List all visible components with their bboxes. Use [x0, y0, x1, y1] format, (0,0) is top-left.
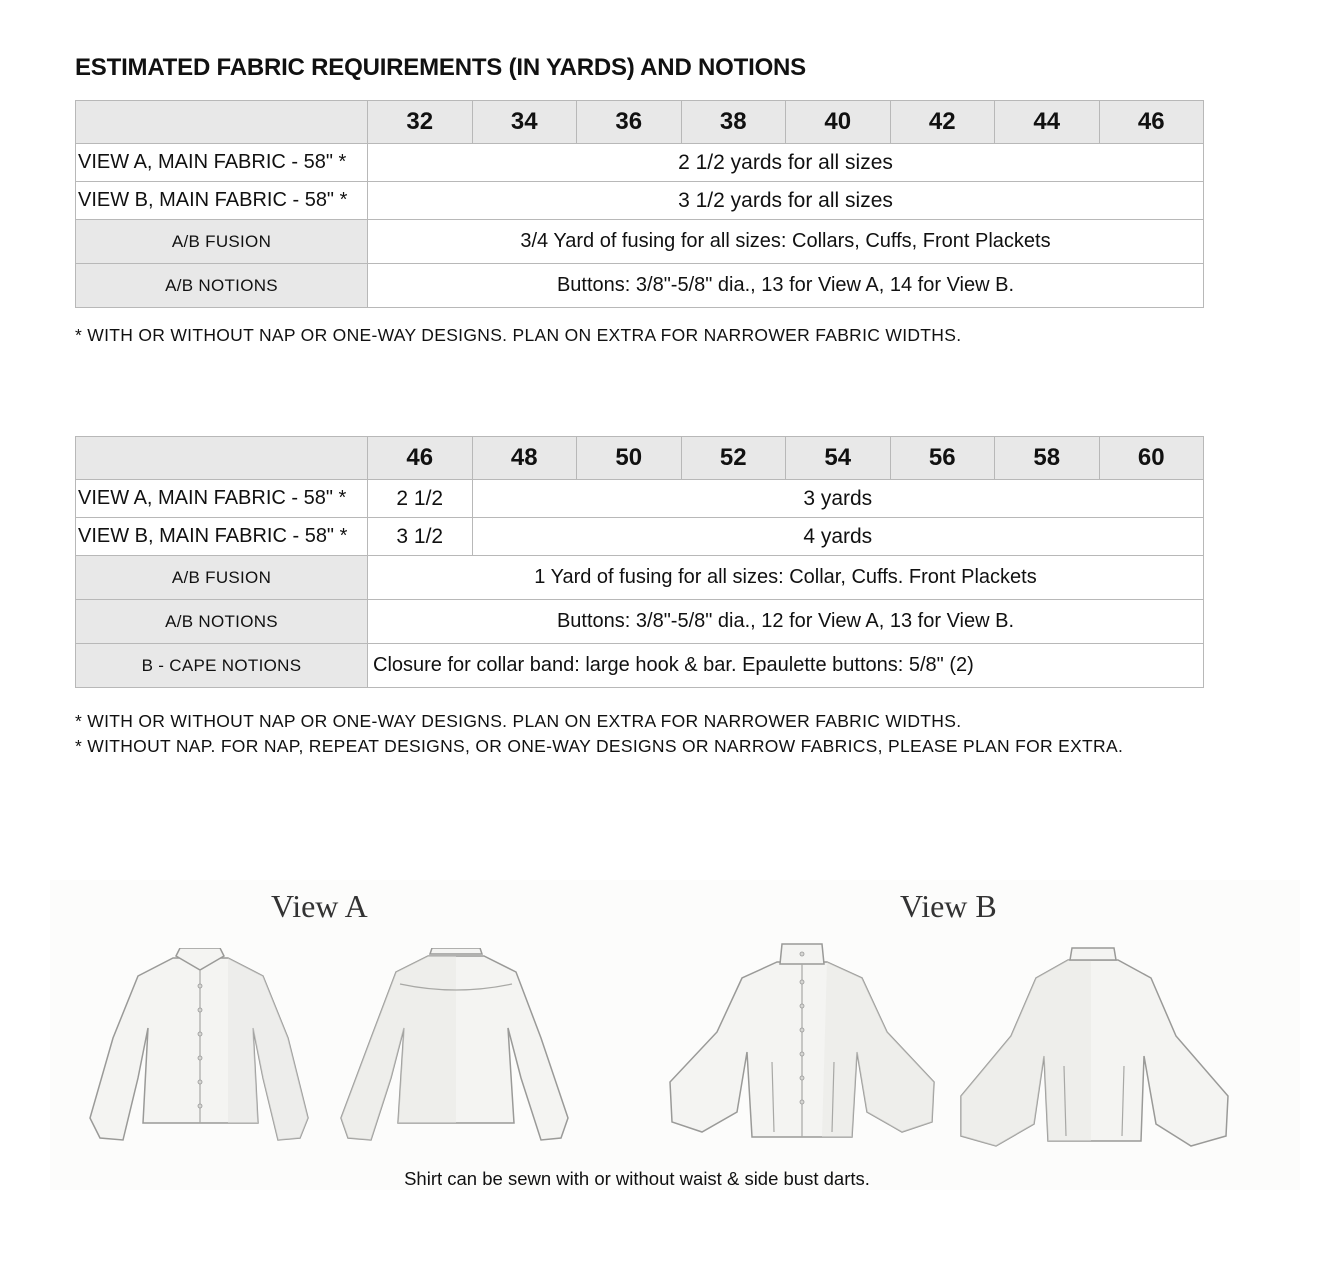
table-row	[76, 264, 1204, 308]
size-header: 58	[995, 437, 1100, 480]
table-row	[76, 182, 1204, 220]
table2-footnote-1: * WITH OR WITHOUT NAP OR ONE-WAY DESIGNS. PLAN ON EXTRA FOR NARROWER FABRIC WIDTHS.	[75, 711, 962, 731]
row-label-view-b: VIEW B, MAIN FABRIC - 58" *	[76, 182, 368, 220]
table-row	[76, 556, 1204, 600]
size-header: 32	[368, 101, 473, 144]
table-row	[76, 518, 1204, 556]
row-label-notions: A/B NOTIONS	[76, 264, 368, 308]
size-header: 46	[368, 437, 473, 480]
size-header: 36	[577, 101, 682, 144]
row-label-view-a: VIEW A, MAIN FABRIC - 58" *	[76, 144, 368, 182]
size-header: 48	[472, 437, 577, 480]
size-header: 50	[577, 437, 682, 480]
view-b-back-shirt-image	[956, 946, 1236, 1156]
table2-footnote-2: * WITHOUT NAP. FOR NAP, REPEAT DESIGNS, OR ONE-WAY DESIGNS OR NARROW FABRICS, PLEASE PLAN FOR EXTRA.	[75, 736, 1124, 756]
view-a-size-46-yardage: 2 1/2	[368, 480, 473, 518]
fusion-value: 1 Yard of fusing for all sizes: Collar, Cuffs. Front Plackets	[368, 556, 1204, 600]
table-row	[76, 144, 1204, 182]
view-b-size-46-yardage: 3 1/2	[368, 518, 473, 556]
size-header-row	[76, 101, 1204, 144]
fusion-value: 3/4 Yard of fusing for all sizes: Collars, Cuffs, Front Plackets	[368, 220, 1204, 264]
size-header: 34	[472, 101, 577, 144]
illustration-caption: Shirt can be sewn with or without waist & side bust darts.	[404, 1168, 870, 1189]
notions-value: Buttons: 3/8"-5/8" dia., 12 for View A, 13 for View B.	[368, 600, 1204, 644]
fabric-table-sizes-46-60	[75, 436, 1204, 688]
size-header: 52	[681, 437, 786, 480]
size-header: 56	[890, 437, 995, 480]
table1-footnote: * WITH OR WITHOUT NAP OR ONE-WAY DESIGNS. PLAN ON EXTRA FOR NARROWER FABRIC WIDTHS.	[75, 325, 962, 345]
table-row	[76, 600, 1204, 644]
fabric-table-sizes-32-46	[75, 100, 1204, 308]
row-label-fusion: A/B FUSION	[76, 220, 368, 264]
table-row	[76, 480, 1204, 518]
header-corner-cell	[76, 437, 368, 480]
table-row	[76, 220, 1204, 264]
view-b-yardage: 3 1/2 yards for all sizes	[368, 182, 1204, 220]
header-corner-cell	[76, 101, 368, 144]
table-row	[76, 644, 1204, 688]
size-header: 54	[786, 437, 891, 480]
row-label-notions: A/B NOTIONS	[76, 600, 368, 644]
size-header: 40	[786, 101, 891, 144]
size-header: 60	[1099, 437, 1204, 480]
view-b-front-shirt-image	[662, 942, 942, 1142]
cape-notions-value: Closure for collar band: large hook & bar. Epaulette buttons: 5/8" (2)	[368, 644, 1204, 688]
size-header: 42	[890, 101, 995, 144]
row-label-fusion: A/B FUSION	[76, 556, 368, 600]
view-a-yardage: 2 1/2 yards for all sizes	[368, 144, 1204, 182]
size-header: 44	[995, 101, 1100, 144]
view-a-yardage: 3 yards	[472, 480, 1204, 518]
page-title: ESTIMATED FABRIC REQUIREMENTS (IN YARDS) AND NOTIONS	[75, 54, 806, 81]
view-b-label: View B	[900, 888, 997, 924]
row-label-cape-notions: B - CAPE NOTIONS	[76, 644, 368, 688]
view-b-yardage: 4 yards	[472, 518, 1204, 556]
view-a-back-shirt-image	[336, 948, 576, 1148]
size-header: 38	[681, 101, 786, 144]
notions-value: Buttons: 3/8"-5/8" dia., 13 for View A, 14 for View B.	[368, 264, 1204, 308]
row-label-view-b: VIEW B, MAIN FABRIC - 58" *	[76, 518, 368, 556]
view-a-label: View A	[271, 888, 368, 924]
view-a-front-shirt-image	[78, 948, 323, 1150]
size-header: 46	[1099, 101, 1204, 144]
size-header-row	[76, 437, 1204, 480]
row-label-view-a: VIEW A, MAIN FABRIC - 58" *	[76, 480, 368, 518]
